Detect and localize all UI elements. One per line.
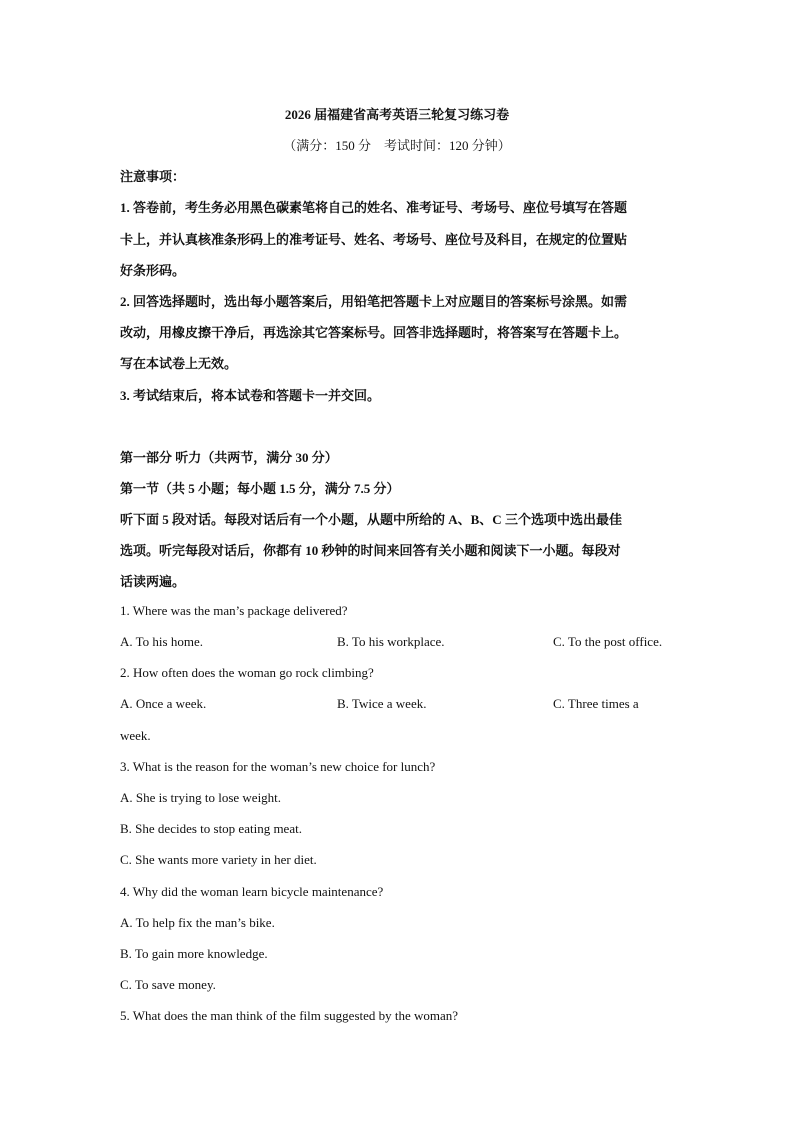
option-a: A. To his home. — [120, 634, 203, 649]
page-subtitle: （满分：150 分 考试时间：120 分钟） — [283, 138, 511, 153]
option-c: C. To save money. — [120, 977, 216, 992]
instruction-line: 话读两遍。 — [120, 574, 186, 589]
part-heading: 第一部分 听力（共两节，满分 30 分） — [120, 450, 338, 465]
section-heading: 第一节（共 5 小题；每小题 1.5 分，满分 7.5 分） — [120, 481, 400, 496]
notice-line: 卡上，并认真核准条形码上的准考证号、姓名、考场号、座位号及科目，在规定的位置贴 — [120, 232, 628, 247]
notice-line: 好条形码。 — [120, 263, 186, 278]
question-stem: 5. What does the man think of the film suggested by the woman? — [120, 1008, 459, 1023]
question-stem: 2. How often does the woman go rock climbing? — [120, 665, 374, 680]
notice-line: 1. 答卷前，考生务必用黑色碳素笔将自己的姓名、准考证号、考场号、座位号填写在答题 — [120, 200, 628, 215]
instruction-line: 选项。听完每段对话后，你都有 10 秒钟的时间来回答有关小题和阅读下一小题。每段对 — [120, 543, 621, 558]
page-title: 2026 届福建省高考英语三轮复习练习卷 — [284, 107, 510, 122]
question-stem: 1. Where was the man’s package delivered? — [120, 603, 348, 618]
notice-line: 写在本试卷上无效。 — [120, 356, 238, 371]
instruction-line: 听下面 5 段对话。每段对话后有一个小题，从题中所给的 A、B、C 三个选项中选出最佳 — [120, 512, 622, 527]
option-b: B. Twice a week. — [337, 696, 427, 711]
notice-heading: 注意事项： — [120, 169, 186, 184]
question-stem: 3. What is the reason for the woman’s new choice for lunch? — [120, 759, 436, 774]
question-stem: 4. Why did the woman learn bicycle maintenance? — [120, 884, 384, 899]
option-a: A. Once a week. — [120, 696, 207, 711]
option-c: C. To the post office. — [553, 634, 663, 649]
option-c: C. Three times a — [553, 696, 639, 711]
notice-line: 3. 考试结束后，将本试卷和答题卡一并交回。 — [120, 388, 381, 403]
option-a: A. She is trying to lose weight. — [120, 790, 282, 805]
option-b: B. To his workplace. — [337, 634, 445, 649]
notice-line: 2. 回答选择题时，选出每小题答案后，用铅笔把答题卡上对应题目的答案标号涂黑。如需 — [120, 294, 628, 309]
notice-line: 改动，用橡皮擦干净后，再选涂其它答案标号。回答非选择题时，将答案写在答题卡上。 — [120, 325, 628, 340]
option-a: A. To help fix the man’s bike. — [120, 915, 275, 930]
option-b: B. She decides to stop eating meat. — [120, 821, 302, 836]
option-c: C. She wants more variety in her diet. — [120, 852, 317, 867]
option-c-continued: week. — [120, 728, 151, 743]
option-b: B. To gain more knowledge. — [120, 946, 268, 961]
